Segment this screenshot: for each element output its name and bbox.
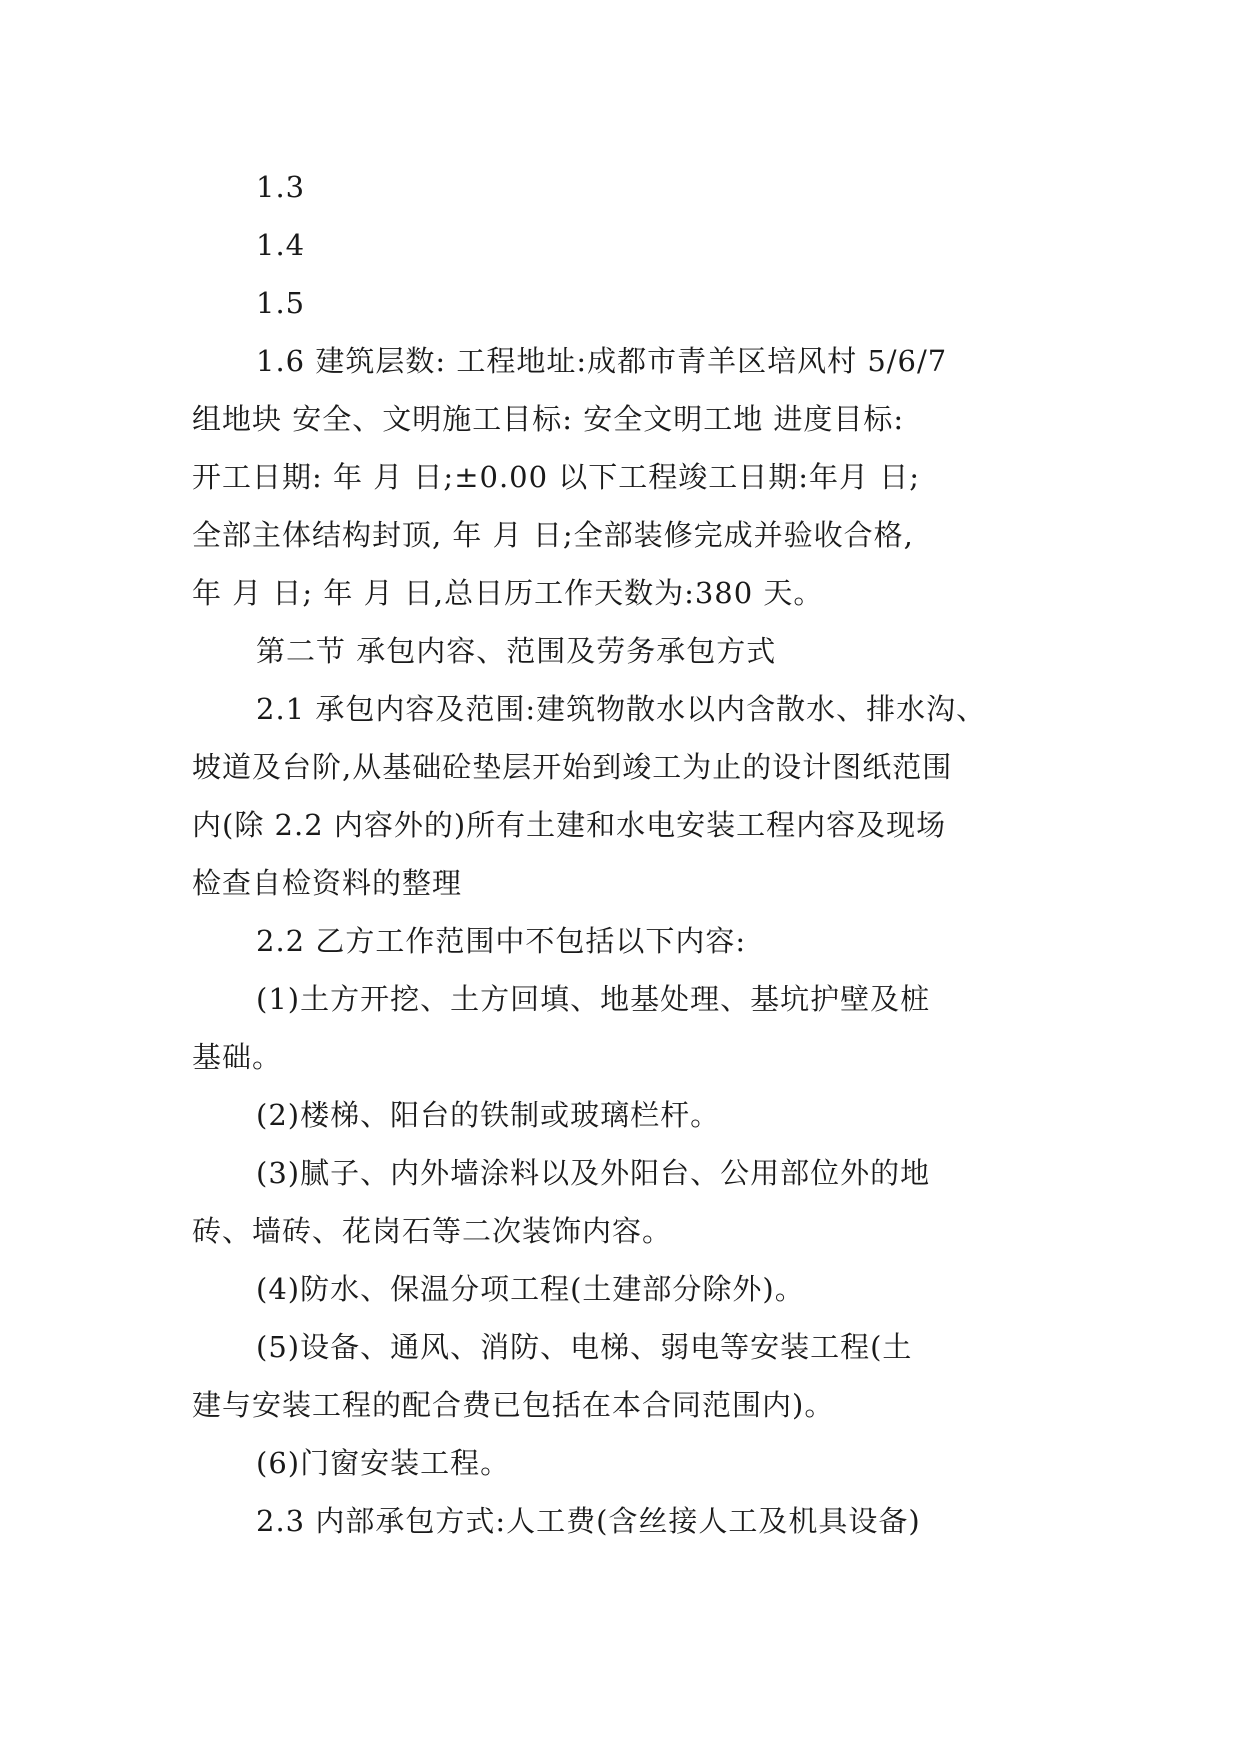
text-line-12: 内(除 2.2 内容外的)所有土建和水电安装工程内容及现场	[192, 808, 947, 842]
text-line-10: 2.1 承包内容及范围:建筑物散水以内含散水、排水沟、	[256, 692, 987, 726]
text-line-24: 2.3 内部承包方式:人工费(含丝接人工及机具设备)	[256, 1504, 921, 1538]
list-item-5-cont: 建与安装工程的配合费已包括在本合同范围内)。	[192, 1388, 835, 1422]
text-line-4: 1.6 建筑层数: 工程地址:成都市青羊区培风村 5/6/7	[256, 344, 948, 378]
text-line-1: 1.3	[256, 170, 306, 204]
text-line-7: 全部主体结构封顶, 年 月 日;全部装修完成并验收合格,	[192, 518, 914, 552]
text-line-3: 1.5	[256, 286, 306, 320]
list-item-3-cont: 砖、墙砖、花岗石等二次装饰内容。	[192, 1214, 673, 1248]
text-line-2: 1.4	[256, 228, 306, 262]
list-item-2: (2)楼梯、阳台的铁制或玻璃栏杆。	[256, 1098, 721, 1132]
text-line-14: 2.2 乙方工作范围中不包括以下内容:	[256, 924, 747, 958]
text-line-8: 年 月 日; 年 月 日,总日历工作天数为:380 天。	[192, 576, 824, 610]
list-item-6: (6)门窗安装工程。	[256, 1446, 511, 1480]
text-line-5: 组地块 安全、文明施工目标: 安全文明工地 进度目标:	[192, 402, 905, 436]
text-line-13: 检查自检资料的整理	[192, 866, 463, 900]
list-item-3: (3)腻子、内外墙涂料以及外阳台、公用部位外的地	[256, 1156, 931, 1190]
text-line-11: 坡道及台阶,从基础砼垫层开始到竣工为止的设计图纸范围	[192, 750, 953, 784]
text-line-6: 开工日期: 年 月 日;±0.00 以下工程竣工日期:年月 日;	[192, 460, 921, 494]
list-item-1: (1)土方开挖、土方回填、地基处理、基坑护壁及桩	[256, 982, 931, 1016]
document-body	[192, 158, 1052, 1550]
list-item-5: (5)设备、通风、消防、电梯、弱电等安装工程(土	[256, 1330, 913, 1364]
list-item-1-cont: 基础。	[192, 1040, 283, 1074]
list-item-4: (4)防水、保温分项工程(土建部分除外)。	[256, 1272, 805, 1306]
section-heading: 第二节 承包内容、范围及劳务承包方式	[256, 634, 777, 668]
